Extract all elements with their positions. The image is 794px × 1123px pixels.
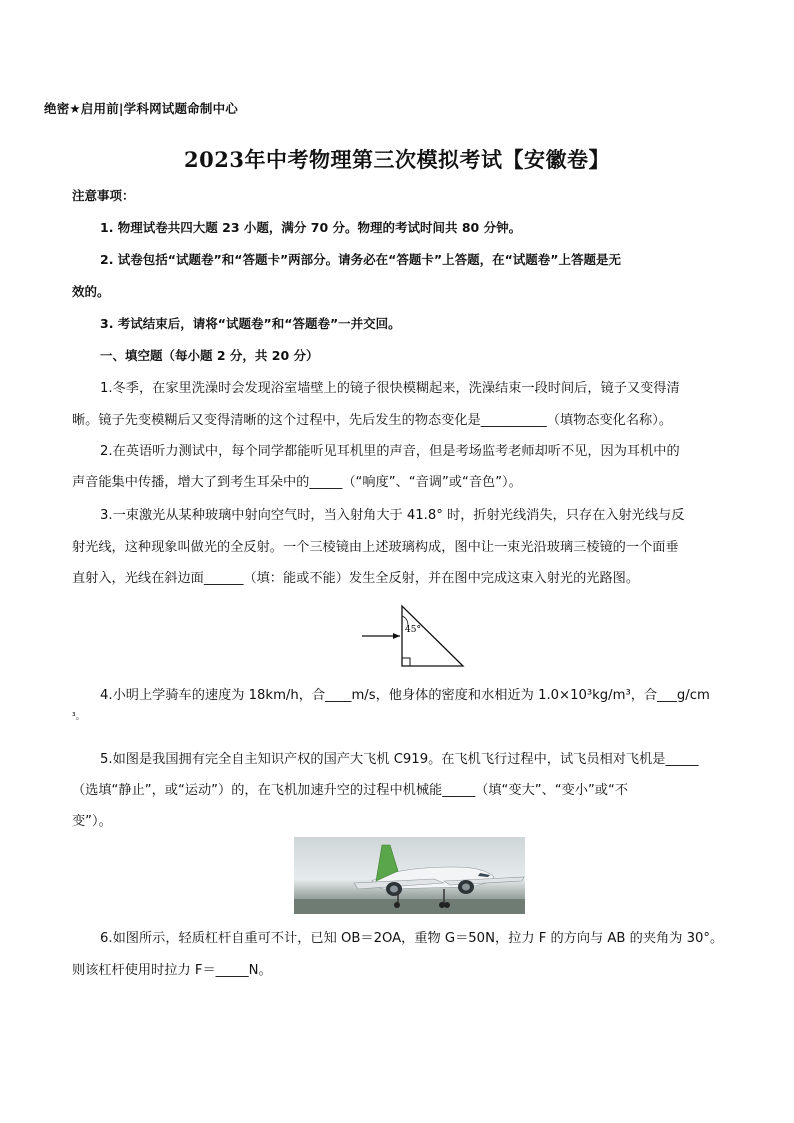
- question-3-line-1: 3.一束激光从某种玻璃中射向空气时，当入射角大于 41.8° 时，折射光线消失，只存在入射光线与反: [100, 508, 685, 523]
- question-3-line-3: 直射入，光线在斜边面______（填：能或不能）发生全反射，并在图中完成这束入射光的光路图。: [72, 571, 640, 586]
- question-5-line-2: （选填“静止”，或“运动”）的，在飞机加速升空的过程中机械能_____（填“变大”、“变小”或“不: [72, 783, 629, 798]
- question-6-line-1: 6.如图所示，轻质杠杆自重可不计，已知 OB＝2OA，重物 G＝50N，拉力 F 的方向与 AB 的夹角为 30°。: [100, 931, 724, 946]
- prism-diagram: [360, 600, 470, 672]
- question-1-line-1: 1.冬季，在家里洗澡时会发现浴室墙壁上的镜子很快模糊起来，洗澡结束一段时间后，镜子又变得清: [100, 381, 680, 396]
- question-5-line-3: 变”）。: [72, 814, 112, 829]
- question-3-line-2: 射光线，这种现象叫做光的全反射。一个三棱镜由上述玻璃构成，图中让一束光沿玻璃三棱镜的一个面垂: [72, 540, 679, 555]
- exam-title: 2023年中考物理第三次模拟考试【安徽卷】: [184, 147, 610, 172]
- notice-item-3: 3. 考试结束后，请将“试题卷”和“答题卷”一并交回。: [100, 316, 401, 331]
- notice-item-2-line-1: 2. 试卷包括“试题卷”和“答题卡”两部分。请务必在“答题卡”上答题，在“试题卷”上答题是无: [100, 252, 622, 267]
- question-1-line-2: 晰。镜子先变模糊后又变得清晰的这个过程中，先后发生的物态变化是__________（填物态变化名称）。: [72, 413, 673, 428]
- question-2-line-1: 2.在英语听力测试中，每个同学都能听见耳机里的声音，但是考场监考老师却听不见，因为耳机中的: [100, 444, 680, 459]
- prism-angle-label: 45°: [405, 625, 421, 635]
- c919-plane-photo: [294, 837, 525, 914]
- question-4-line-2: ³。: [72, 712, 85, 722]
- prism-triangle: [402, 606, 463, 666]
- question-4-line-1: 4.小明上学骑车的速度为 18km/h，合____m/s，他身体的密度和水相近为 1.0×10³kg/m³，合___g/cm: [100, 688, 710, 703]
- plane-illustration: [294, 837, 525, 914]
- question-5-line-1: 5.如图是我国拥有完全自主知识产权的国产大飞机 C919。在飞机飞行过程中，试飞员相对飞机是_____: [100, 752, 699, 767]
- confidential-header: 绝密★启用前|学科网试题命制中心: [44, 101, 238, 116]
- right-angle-mark: [402, 658, 410, 666]
- arrow-head: [393, 633, 400, 639]
- notice-heading: 注意事项：: [72, 188, 135, 203]
- notice-item-1: 1. 物理试卷共四大题 23 小题，满分 70 分。物理的考试时间共 80 分钟。: [100, 220, 522, 235]
- question-2-line-2: 声音能集中传播，增大了到考生耳朵中的_____（“响度”、“音调”或“音色”）。: [72, 475, 522, 490]
- notice-item-2-line-2: 效的。: [72, 284, 110, 299]
- section-1-heading: 一、填空题（每小题 2 分，共 20 分）: [100, 348, 319, 363]
- ground: [294, 899, 525, 914]
- question-6-line-2: 则该杠杆使用时拉力 F＝_____N。: [72, 963, 272, 978]
